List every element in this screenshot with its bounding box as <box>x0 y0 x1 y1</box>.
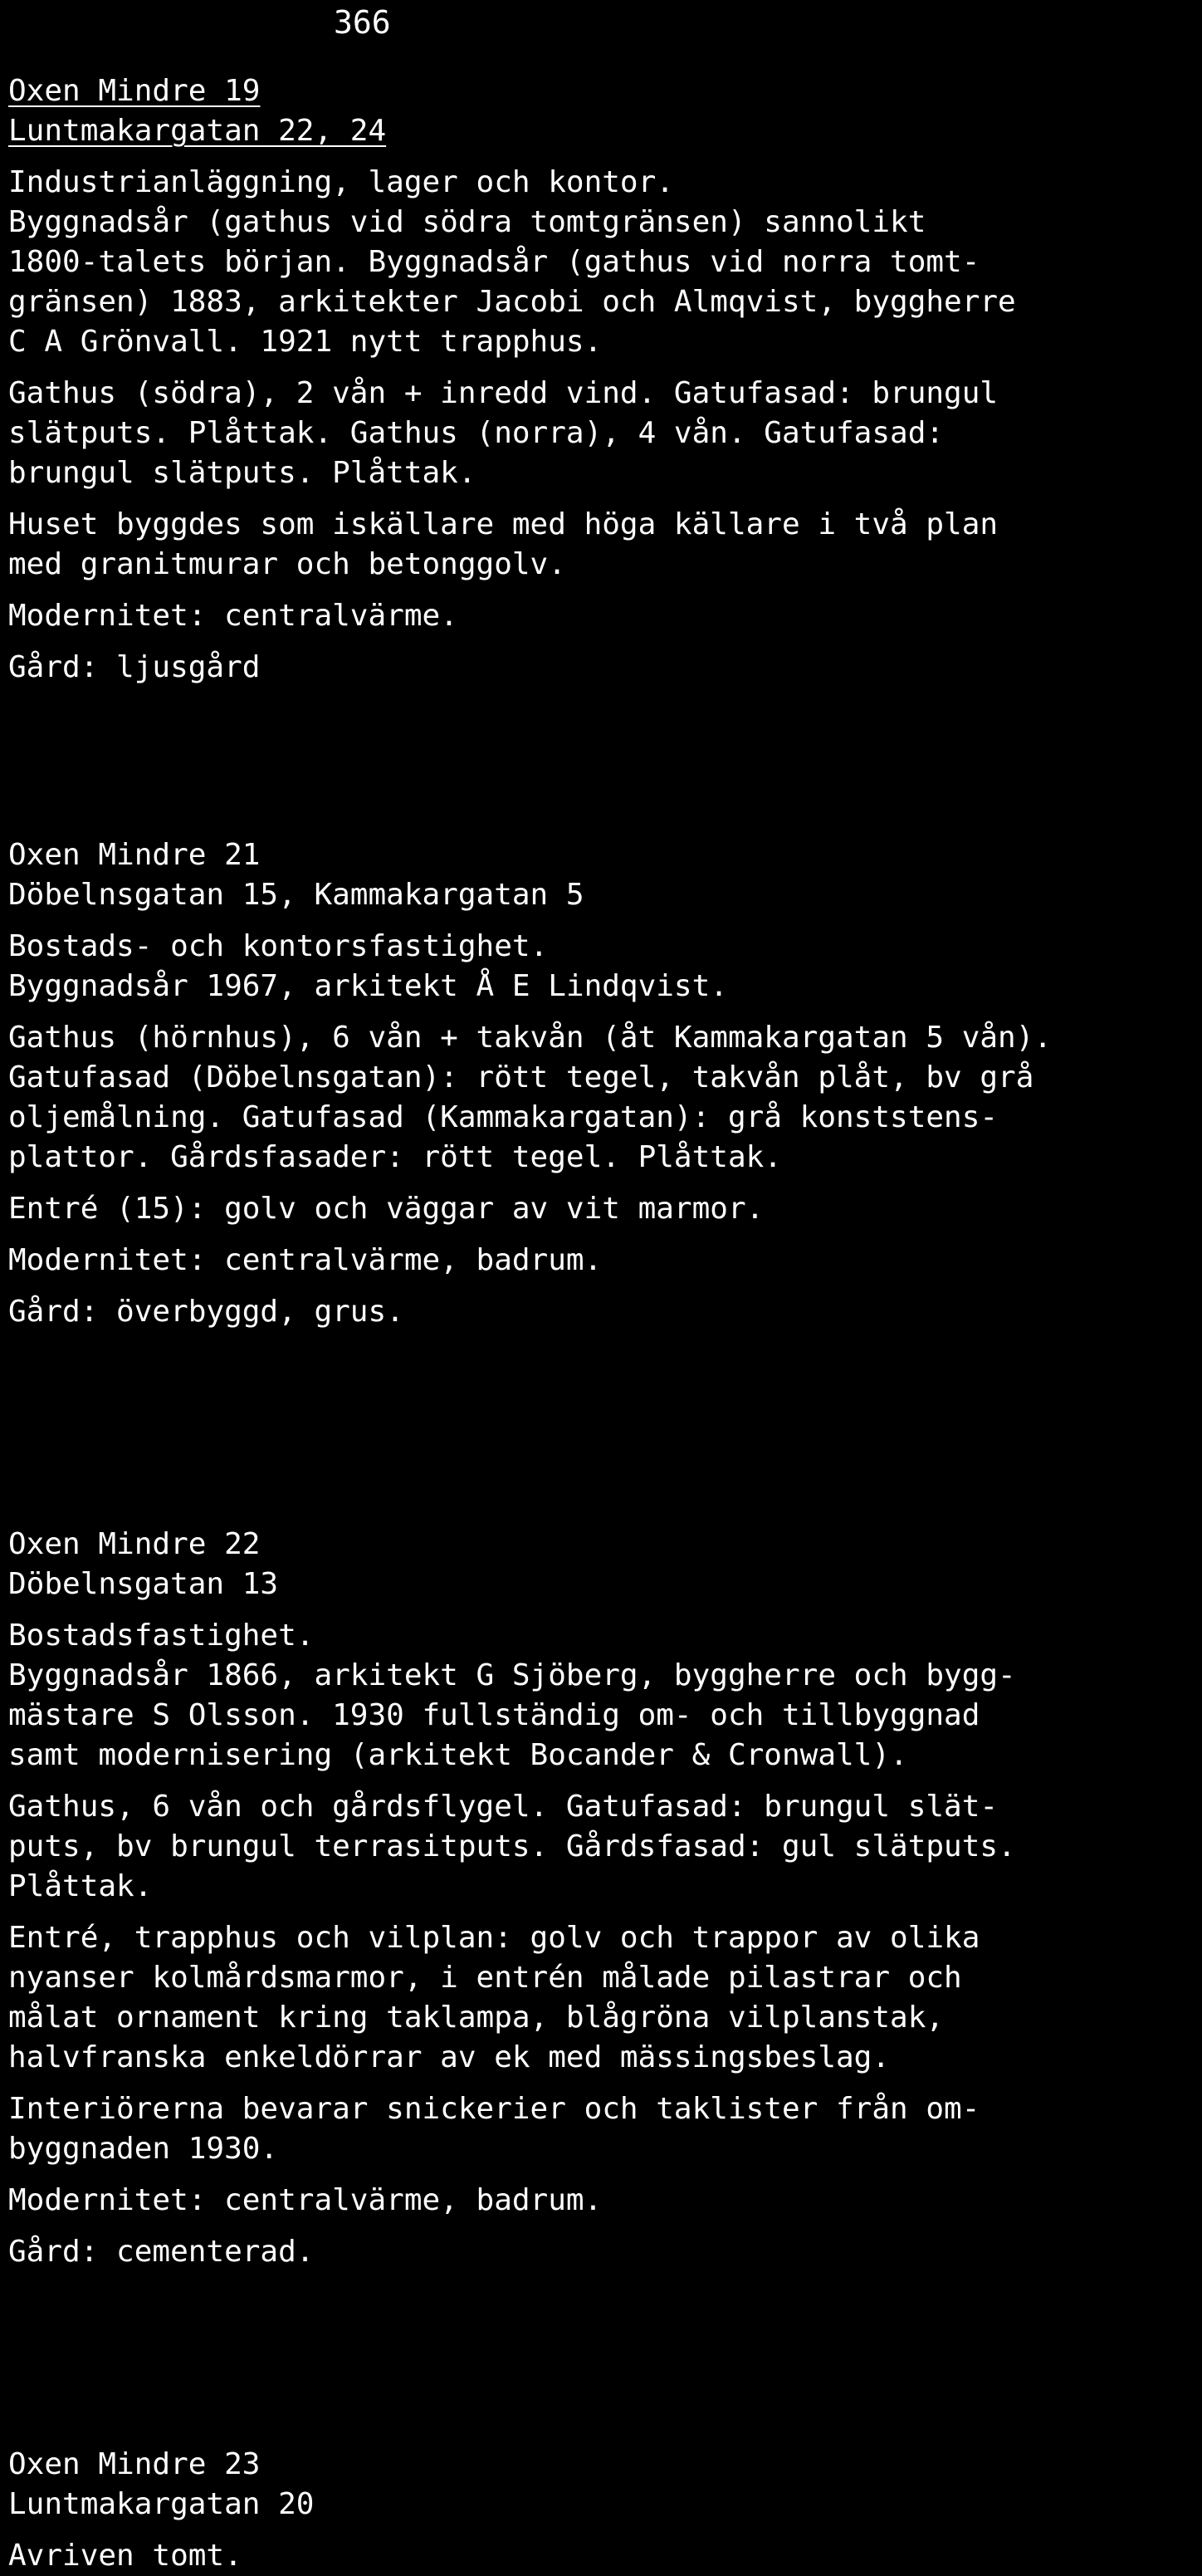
interior-paragraph <box>8 2089 1197 2169</box>
text-line: nyanser kolmårdsmarmor, i entrén målade pilastrar och <box>8 1961 962 1995</box>
facade-paragraph <box>8 1787 1197 1907</box>
description-paragraph <box>8 163 1197 362</box>
history-paragraph <box>8 505 1197 585</box>
entry-oxen-mindre-21 <box>8 835 1197 1332</box>
entrance-paragraph <box>8 1189 1197 1229</box>
description-paragraph <box>8 2536 1197 2576</box>
text-line: Gård: ljusgård <box>8 650 261 684</box>
text-line: brungul slätputs. Plåttak. <box>8 456 476 490</box>
text-line: Huset byggdes som iskällare med höga källare i två plan <box>8 507 999 541</box>
courtyard-paragraph <box>8 648 1197 688</box>
text-line: byggnaden 1930. <box>8 2132 279 2166</box>
property-address: Döbelnsgatan 15, Kammakargatan 5 <box>8 878 584 912</box>
text-line: slätputs. Plåttak. Gathus (norra), 4 vån. Gatufasad: <box>8 416 945 450</box>
text-line: Entré, trapphus och vilplan: golv och trappor av olika <box>8 1921 980 1955</box>
text-line: Gatufasad (Döbelnsgatan): rött tegel, takvån plåt, bv grå <box>8 1060 1034 1095</box>
text-line: Modernitet: centralvärme, badrum. <box>8 1243 603 1277</box>
text-line: C A Grönvall. 1921 nytt trapphus. <box>8 325 603 359</box>
text-line: Byggnadsår 1967, arkitekt Å E Lindqvist. <box>8 969 728 1003</box>
text-line: Byggnadsår 1866, arkitekt G Sjöberg, byggherre och bygg- <box>8 1658 1016 1692</box>
text-line: Gård: cementerad. <box>8 2235 315 2269</box>
text-line: 1800-talets början. Byggnadsår (gathus vid norra tomt- <box>8 245 980 279</box>
text-line: Gård: överbyggd, grus. <box>8 1295 404 1329</box>
text-line: med granitmurar och betonggolv. <box>8 547 566 581</box>
property-address: Luntmakargatan 22, 24 <box>8 114 387 148</box>
text-line: Avriven tomt. <box>8 2539 242 2573</box>
text-line: målat ornament kring taklampa, blågröna vilplanstak, <box>8 2001 945 2035</box>
text-line: plattor. Gårdsfasader: rött tegel. Plåttak. <box>8 1140 782 1174</box>
text-line: Byggnadsår (gathus vid södra tomtgränsen) sannolikt <box>8 205 926 239</box>
modernity-paragraph <box>8 596 1197 636</box>
text-line: puts, bv brungul terrasitputs. Gårdsfasad: gul slätputs. <box>8 1829 1016 1863</box>
text-line: mästare S Olsson. 1930 fullständig om- och tillbyggnad <box>8 1698 980 1732</box>
description-paragraph <box>8 1616 1197 1775</box>
entry-oxen-mindre-22 <box>8 1525 1197 2272</box>
property-name: Oxen Mindre 23 <box>8 2447 261 2481</box>
text-line: Modernitet: centralvärme, badrum. <box>8 2183 603 2217</box>
modernity-paragraph <box>8 2181 1197 2221</box>
property-name: Oxen Mindre 22 <box>8 1527 261 1561</box>
entrance-paragraph <box>8 1918 1197 2078</box>
text-line: Bostads- och kontorsfastighet. <box>8 929 549 963</box>
modernity-paragraph <box>8 1241 1197 1281</box>
entry-oxen-mindre-19 <box>8 71 1197 688</box>
text-line: Modernitet: centralvärme. <box>8 599 458 633</box>
text-line: gränsen) 1883, arkitekter Jacobi och Almqvist, byggherre <box>8 285 1016 319</box>
text-line: Gathus (södra), 2 vån + inredd vind. Gatufasad: brungul <box>8 376 999 410</box>
text-line: Gathus (hörnhus), 6 vån + takvån (åt Kammakargatan 5 vån). <box>8 1021 1053 1055</box>
text-line: Gathus, 6 vån och gårdsflygel. Gatufasad: brungul slät- <box>8 1790 999 1824</box>
property-name: Oxen Mindre 21 <box>8 838 261 872</box>
property-address: Döbelnsgatan 13 <box>8 1567 279 1601</box>
text-line: Entré (15): golv och väggar av vit marmor. <box>8 1192 765 1226</box>
description-paragraph <box>8 927 1197 1006</box>
facade-paragraph <box>8 374 1197 493</box>
page-number: 366 <box>334 4 391 41</box>
entry-oxen-mindre-23 <box>8 2445 1197 2576</box>
text-line: samt modernisering (arkitekt Bocander & Cronwall). <box>8 1738 908 1772</box>
property-name: Oxen Mindre 19 <box>8 74 261 108</box>
courtyard-paragraph <box>8 2232 1197 2272</box>
text-line: Plåttak. <box>8 1869 153 1903</box>
property-address: Luntmakargatan 20 <box>8 2487 315 2521</box>
facade-paragraph <box>8 1018 1197 1178</box>
text-line: Interiörerna bevarar snickerier och taklister från om- <box>8 2092 980 2126</box>
text-line: Industrianläggning, lager och kontor. <box>8 165 674 199</box>
text-line: oljemålning. Gatufasad (Kammakargatan): grå konststens- <box>8 1100 999 1134</box>
courtyard-paragraph <box>8 1292 1197 1332</box>
text-line: Bostadsfastighet. <box>8 1619 315 1653</box>
text-line: halvfranska enkeldörrar av ek med mässingsbeslag. <box>8 2040 891 2074</box>
